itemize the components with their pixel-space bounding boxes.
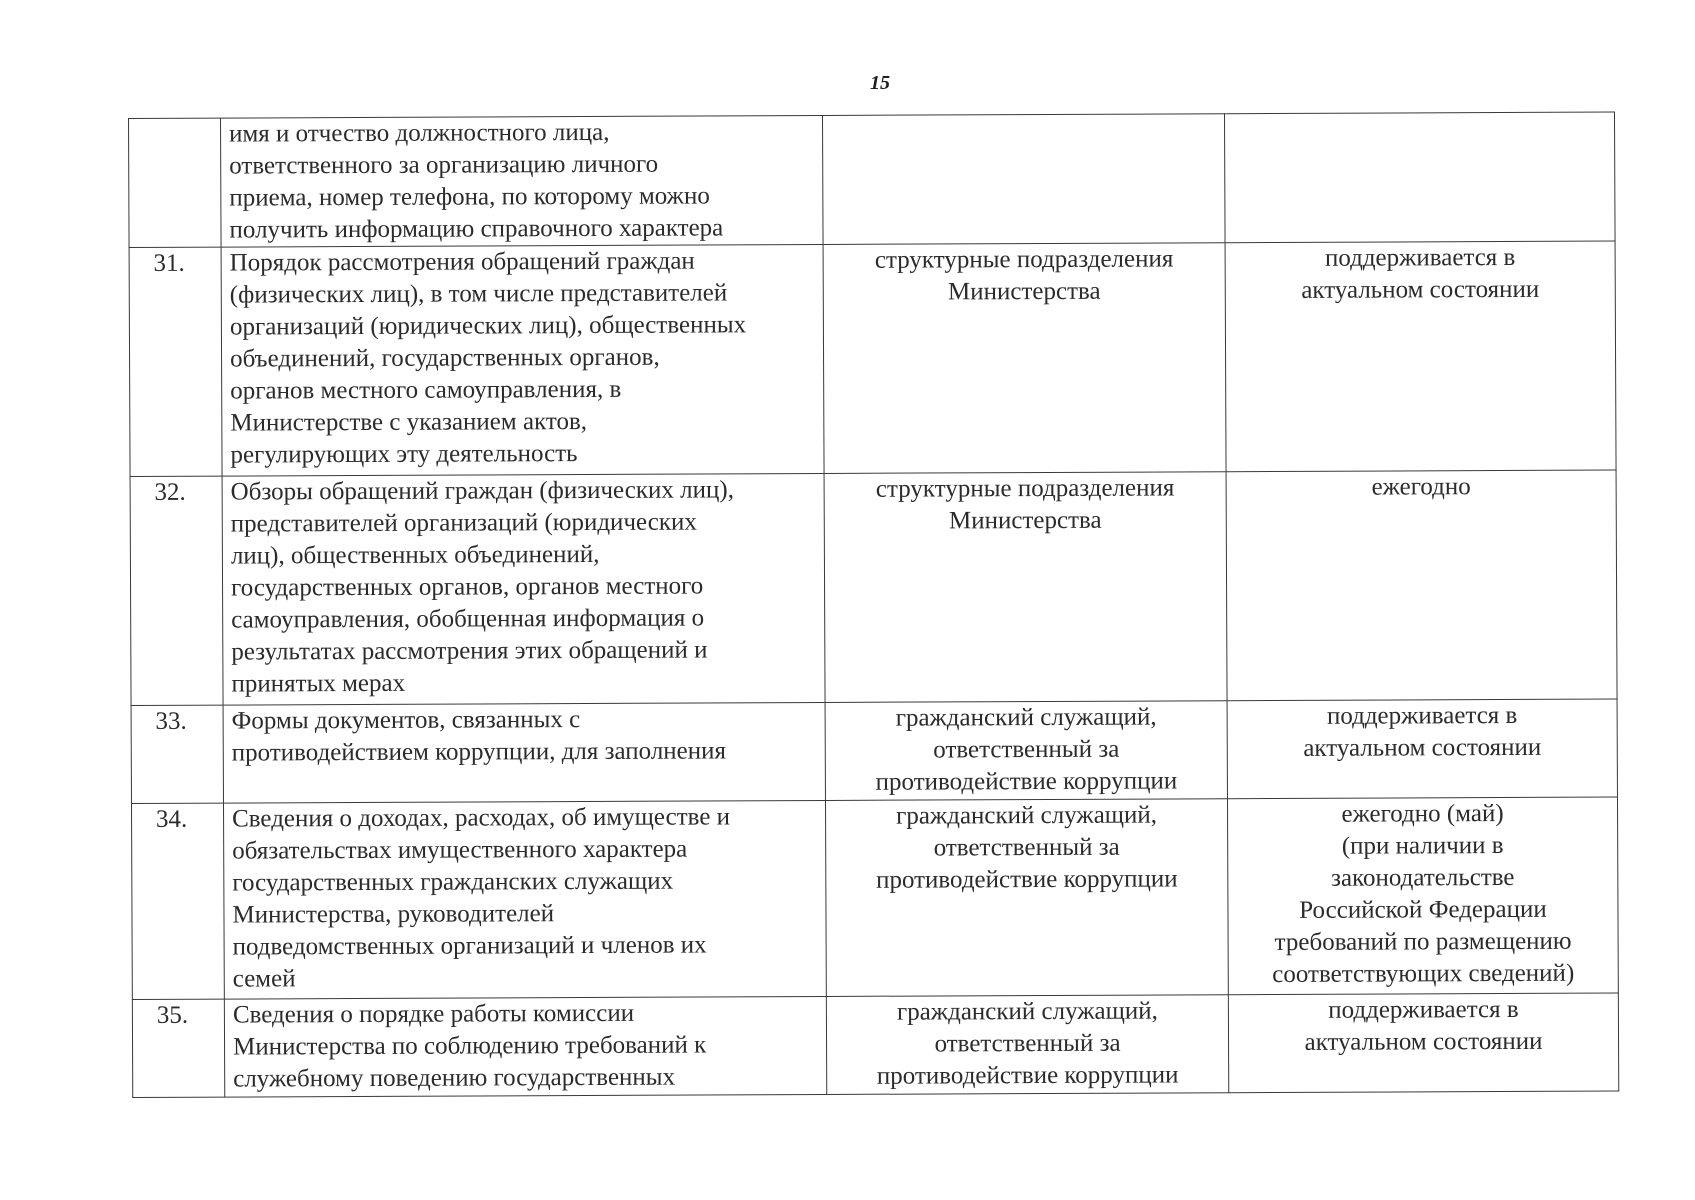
row-description-text: Сведения о доходах, расходах, об имуществе и обязательствах имущественного характера государственных гражданских служащих Министерства, руководителей подведомственных организаций и членов их семей: [232, 803, 731, 993]
row-description-text: Порядок рассмотрения обращений граждан (физических лиц), в том числе представителей организаций (юридических лиц), общественных объединений, государственных органов, органов местного самоуправления, в Министерстве с указанием актов, регулирующих эту деятельность: [229, 247, 747, 469]
row-frequency-text: поддерживается в актуальном состоянии: [1304, 995, 1543, 1056]
row-responsible-text: структурные подразделения Министерства: [874, 245, 1174, 306]
row-description-text: Сведения о порядке работы комиссии Министерства по соблюдению требований к служебному поведению государственных: [232, 999, 707, 1093]
row-description: [223, 702, 825, 803]
row-responsible: [826, 995, 1228, 1095]
table-row: [132, 993, 1618, 1097]
row-number: 34.: [131, 803, 224, 999]
row-description: [223, 800, 826, 999]
row-description: [222, 473, 825, 705]
row-responsible: [825, 799, 1228, 997]
row-responsible: [822, 114, 1225, 245]
row-responsible: [823, 243, 1226, 474]
row-description-text: Формы документов, связанных с противодействием коррупции, для заполнения: [231, 706, 727, 767]
row-number: 35.: [132, 999, 224, 1097]
row-responsible: [824, 472, 1227, 703]
row-frequency: [1227, 797, 1618, 995]
table-row: [131, 797, 1618, 999]
row-frequency-text: ежегодно (май) (при наличии в законодательстве Российской Федерации требований по размещению соответствующих сведений): [1272, 800, 1575, 989]
row-frequency: [1228, 993, 1618, 1093]
row-responsible-text: [831, 114, 1216, 116]
row-description-text: Обзоры обращений граждан (физических лиц), представителей организаций (юридических лиц), общественных объединений, государственных органов, органов местного самоуправления, обобщенная информация о результатах рассмотрения этих обращений и принятых мерах: [230, 476, 734, 698]
row-description: [224, 996, 826, 1097]
row-responsible-text: гражданский служащий, ответственный за противодействие коррупции: [875, 703, 1178, 796]
row-responsible-text: гражданский служащий, ответственный за противодействие коррупции: [876, 997, 1179, 1090]
row-description-text: имя и отчество должностного лица, ответственного за организацию личного приема, номер телефона, по которому можно получить информацию справочного характера: [229, 118, 724, 244]
page-number: 15: [870, 72, 890, 94]
row-number: 33.: [131, 705, 223, 803]
row-responsible-text: структурные подразделения Министерства: [875, 474, 1175, 535]
row-number: 31.: [129, 247, 222, 476]
row-description: [221, 115, 824, 247]
row-responsible: [825, 701, 1227, 801]
table-row: [131, 699, 1617, 803]
row-frequency-text: поддерживается в актуальном состоянии: [1303, 701, 1542, 762]
row-frequency-text: ежегодно: [1371, 473, 1471, 501]
information-table: [128, 112, 1619, 1098]
row-frequency: [1226, 470, 1617, 701]
row-frequency: [1225, 241, 1616, 472]
row-frequency-text: [1233, 113, 1606, 115]
table-row: [129, 241, 1616, 476]
row-number: 32.: [130, 476, 223, 705]
row-description: [221, 244, 824, 476]
row-responsible-text: гражданский служащий, ответственный за противодействие коррупции: [875, 801, 1178, 894]
row-frequency-text: поддерживается в актуальном состоянии: [1301, 243, 1540, 304]
row-number: [129, 118, 222, 247]
row-frequency: [1227, 699, 1617, 799]
table-row: [129, 112, 1616, 247]
table-row: [130, 470, 1617, 705]
row-frequency: [1224, 112, 1615, 243]
